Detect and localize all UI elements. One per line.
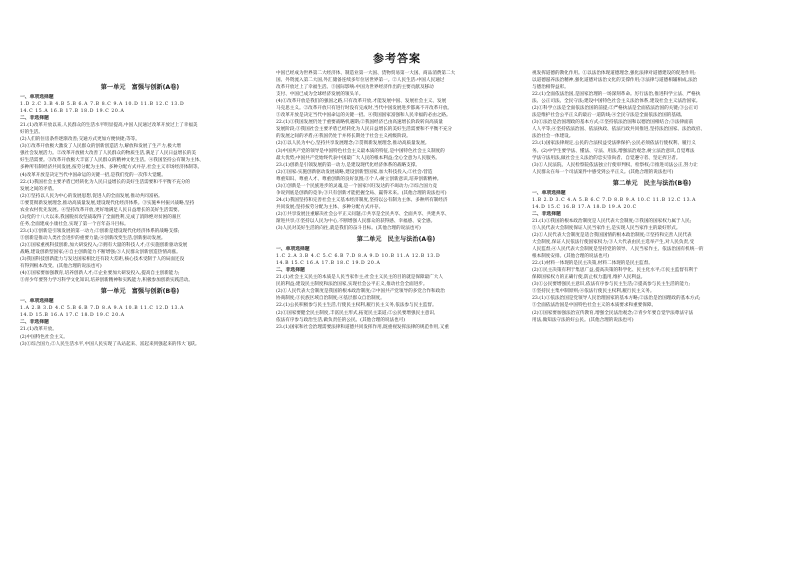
answer-text-line: 中国已经成为世界第二大经济体、制造业第一大国、货物贸易第一大国、商品消费第二大 (276, 71, 456, 76)
answer-text-line: (3)人民对美好生活的向往,就是我们的奋斗目标。(其他合理的说法也可) (276, 226, 421, 232)
answer-text-line: 23.(1)①创新是引领发展的第一动力;②创新是建设现代化经济体系的战略支撑; (20, 228, 180, 234)
answer-text-line: 21.(1)①我国的根本政治制度是人民代表大会制度;②我国的国家权力属于人民; (532, 218, 692, 224)
answer-text-line: (2)①人民代表大会制度是我国的根本政治制度;②中国共产党领导的多党合作和政治 (276, 289, 445, 295)
answer-column-2 (276, 70, 516, 558)
answer-text-line: ③坚持民主集中制原则;④依法行使民主权利,履行民主义务。 (532, 289, 655, 295)
answer-text-line: (3)①创新是一个民族进步的灵魂,是一个国家兴旺发达的不竭动力;②综合国力竞 (276, 183, 438, 189)
unit-heading: 第二单元 民主与法治(B卷) (612, 179, 692, 187)
answer-text-line: 用法,做知法守法的好公民。(其他合理的说法也可) (532, 317, 634, 323)
answer-key-line: 1.D 2.C 3.B 4.B 5.B 6.A 7.B 8.C 9.A 10.D 11.B 12.C 13.D (20, 102, 185, 108)
answer-key-line: 1.B 2.D 3.C 4.A 5.B 6.C 7.D 8.B 9.A 10.C 11.B 12.C 13.A (532, 197, 697, 203)
answer-text-line: (2)①科学立法是全面依法治国的前提;②严格执法是全面依法治国的关键;③公正司 (532, 106, 698, 112)
answer-text-line: 共同发展;坚持按劳分配为主体、多种分配方式并存。 (276, 204, 384, 210)
answer-text-line: 法是维护社会公平正义的最后一道防线;④全民守法是全面依法治国的基础。 (532, 113, 686, 119)
answer-text-line: 战略,建设创新型国家;④自主创新能力不断增强;⑤人民群众创新创造热情高涨。 (20, 250, 181, 256)
answer-text-line: 根本制度安排。(其他合理的说法也可) (532, 254, 610, 260)
answer-text-line: (2)①以人民为中心,坚持共享发展理念;②贯彻新发展理念,推动高质量发展。 (276, 141, 430, 147)
answer-text-line: ③全面依法治国是中国特色社会主义的本质要求和重要保障。 (532, 303, 657, 309)
answer-key-line: 1.C 2.A 3.B 4.C 5.C 6.B 7.D 8.A 9.D 10.B 11.A 12.B 13.D (276, 254, 441, 260)
answer-text-line: (3)①人民法院、人民检察院依法独立行使审判权、检察权;②推进司法公正,努力让 (532, 162, 698, 168)
answer-text-line: (2)①共享发展注重解决社会公平正义问题;②共享是全民共享、全面共享、共建共享、 (276, 211, 450, 217)
answer-text-line: 23.(1)①依法治国是党领导人民治理国家的基本方略;②法治是治国理政的基本方式; (532, 296, 701, 302)
answer-text-line: (3)党的十八大以来,我国脱贫攻坚战取得了全面胜利,完成了消除绝对贫困的艰巨 (20, 214, 182, 220)
answer-text-line: 人民群众在每一个司法案件中感受到公平正义。(其他合理的说法也可) (532, 169, 674, 175)
answer-text-line: ③人民代表大会制度保证人民当家作主,是实现人民当家作主的最好形式。 (532, 225, 681, 231)
answer-text-line: (2)人们的住房条件逐渐改善;交通方式更加方便快捷;等等。 (20, 137, 140, 143)
answer-text-line: 以道德滋养法治精神,强化道德对法治文化的支撑作用;③法律与道德相辅相成,法治 (532, 78, 698, 84)
answer-text-line: 有得到根本改变。(其他合理的说法也可) (20, 264, 102, 270)
answer-text-line: 好的生活。 (20, 130, 43, 136)
answer-text-line: 视发挥道德的教化作用。①以法治体现道德理念,强化法律对道德建设的促进作用; (532, 71, 696, 76)
answer-text-line: (3)①法治是治国理政的基本方式;②坚持依法治国和以德治国相结合;③法律面前 (532, 120, 694, 126)
answer-text-line: (3)我国科技创新能力与发达国家相比还有较大差距,核心技术受制于人的局面还没 (20, 257, 185, 263)
answer-text-line: 保障国家权力的正确行使,防止权力滥用,维护人民利益。 (532, 275, 646, 281)
answer-text-line: 人人平等;④坚持依法治国、依法执政、依法行政共同推进,坚持法治国家、法治政府、 (532, 127, 705, 133)
answer-text-line: 尊重知识、尊重人才、尊重创新的良好氛围;③个人:树立创新意识,培养创新精神。 (276, 176, 442, 182)
answer-text-line: 最大优势;中国共产党始终代表中国最广大人民的根本利益;全心全意为人民服务。 (276, 155, 440, 161)
answer-text-line: 23.(1)国家和社会治理需要法律和道德共同发挥作用,既重视发挥法律的规范作用,又重 (276, 324, 449, 330)
answer-text-line: 民的利益;建设民主制度和法治国家,实现社会公平正义,推动社会全面进步。 (276, 282, 428, 288)
unit-heading: 第一单元 富强与创新(B卷) (100, 288, 180, 296)
answer-text-line: (2)中国特色社会主义。 (20, 334, 68, 340)
answer-text-line: (3)①综合国力;②人民生活水平,中国人民实现了从站起来、富起来到强起来的伟大飞跃。 (20, 341, 200, 347)
answer-text-line: 好生活需要。③改革开放极大丰富了人民群众的精神文化生活。④我国坚持公有制为主体、 (20, 158, 204, 164)
answer-text-line: 学法守法用法,做社会主义法治的忠实崇尚者、自觉遵守者、坚定捍卫者。 (532, 155, 681, 161)
answer-text-line: (3)①公民要增强民主意识,依法有序参与民主生活;②提高参与民主生活的能力; (532, 282, 691, 288)
answer-text-line: 23.(1)创新是引领发展的第一动力,是建设现代化经济体系的战略支撑。 (276, 162, 420, 168)
section-heading: 一、单项选择题 (20, 299, 54, 305)
answer-text-line: 马克思主义。②改革开放只有进行时没有完成时,当代中国发展进步都离不开改革开放。 (276, 106, 453, 112)
answer-text-line: 务。(2)中学生要学法、懂法、守法、用法,增强法治观念,树立法治意识,自觉尊法 (532, 148, 695, 154)
answer-text-line: 任务,全面建成小康社会,实现了第一个百年奋斗目标。 (20, 221, 129, 227)
answer-text-line: (2)①国家重视科技创新,加大研发投入;②拥有大量的科技人才;③实施创新驱动发展 (20, 242, 188, 248)
answer-text-line: 多种所有制经济共同发展,按劳分配为主体、多种分配方式并存,社会主义市场经济体制等。 (20, 165, 203, 171)
answer-key-line: 14.B 15.C 16.A 17.B 18.C 19.D 20.A (276, 261, 381, 267)
answer-text-line: 21.(1)改革开放以来,人民群众的生活水平明显提高,中国人民通过改革开放过上了幸福美 (20, 123, 198, 129)
answer-text-line: (2)①坚持以人民为中心的发展思想,促进人的全面发展,推动共同富裕。 (20, 193, 163, 199)
page-title: 参考答案 (373, 52, 421, 65)
answer-text-line: (4)改革开放是决定当代中国命运的关键一招,是我们党的一次伟大觉醒。 (20, 172, 166, 178)
answer-text-line: 渐进共享;③坚持以人民为中心,不断增强人民群众的获得感、幸福感、安全感。 (276, 218, 436, 224)
answer-text-line: ③青少年要努力学习科学文化知识,培养创新精神和实践能力,积极参加创新实践活动。 (20, 278, 193, 284)
answer-text-line: 国、外资流入第二大国,外汇储备连续多年位居世界第一。②人民生活:中国人民通过 (276, 78, 445, 84)
answer-text-line: 22.(1)我国社会主要矛盾已经转化为人民日益增长的美好生活需要和不平衡不充分的 (20, 179, 191, 185)
answer-text-line: 法、公正司法、全民守法;建设中国特色社会主义法治体系,建设社会主义法治国家。 (532, 99, 701, 105)
answer-text-line: (4)①改革开放是我们的强国之路,只有改革开放,才能发展中国、发展社会主义、发展 (276, 99, 447, 105)
answer-text-line: (3)中国共产党的领导是中国特色社会主义最本质的特征,是中国特色社会主义制度的 (276, 148, 445, 154)
unit-heading: 第二单元 民主与法治(A卷) (356, 236, 436, 244)
answer-column-1 (20, 80, 260, 558)
answer-text-line: (4)①国家要加强教育,培养创新人才;②企业要加大研发投入,提高自主创新能力; (20, 271, 180, 277)
answer-text-line: 22.(1)全面依法治国,是国家治理的一场深刻革命。厉行法治,推进科学立法、严格执 (532, 92, 701, 98)
section-heading: 二、非选择题 (20, 116, 49, 122)
answer-text-line: 支付、中国已成为全球经济发展的领头羊。 (276, 92, 364, 98)
section-heading: 二、非选择题 (276, 268, 305, 274)
answer-text-line: 22.(1)公民积极参与民主生活,行使民主权利,履行民主义务,依法参与民主监督。 (276, 303, 437, 309)
answer-text-line: 21.(1)改革开放。 (20, 327, 57, 333)
answer-text-line: (3)①改革开放极大激发了人民群众的创新创造活力,解放和发展了生产力,极大增 (20, 144, 182, 150)
section-heading: 一、单项选择题 (20, 95, 54, 100)
answer-text-line: 农业农村优先发展。④坚持改革开放,更好地满足人民日益增长的美好生活需要。 (20, 207, 183, 213)
answer-text-line: (2)①人民代表大会制度是适合我国国情的根本政治制度;②坚持和完善人民代表 (532, 232, 692, 238)
answer-text-line: 24.(1)我国坚持和完善社会主义基本经济制度,坚持以公有制为主体、多种所有制经济 (276, 197, 448, 203)
answer-text-line: 法治社会一体建设。 (532, 134, 574, 140)
answer-text-line: (2)①国家要加强法治宣传教育,增强全民法治观念;②青少年要自觉学法尊法守法 (532, 310, 694, 316)
section-heading: 二、非选择题 (20, 320, 49, 326)
answer-text-line: 依法有序参与政治生活,做负责任的公民。(其他合理的说法也可) (276, 317, 406, 323)
unit-heading: 第一单元 富强与创新(A卷) (100, 84, 180, 91)
answer-text-line: 争说到底是创新的竞争;③只有创新才能把握全局、赢得未来。(其他合理的说法也可) (276, 190, 447, 196)
section-heading: 二、非选择题 (532, 211, 561, 217)
answer-text-line: 与德治相得益彰。 (532, 85, 569, 91)
answer-text-line: 改革开放过上了幸福生活。③国际影响:中国为世界经济作出的主要贡献及移动 (276, 85, 434, 91)
answer-column-3 (532, 70, 772, 558)
answer-text-line: 22.(1)①我国发展仍处于重要战略机遇期;②我国经济已由高速增长阶段转向高质量 (276, 120, 443, 126)
answer-text-line: ③创新是推动人类社会进步的重要力量;④创新改变生活,创新驱动发展。 (20, 235, 166, 241)
answer-key-line: 14.D 15.B 16.A 17.C 18.D 19.C 20.A (20, 313, 125, 319)
section-heading: 一、单项选择题 (532, 190, 566, 196)
answer-text-line: 22.(1)材料一体现的是民主决策,材料二体现的是民主监督。 (532, 261, 653, 267)
answer-text-line: 大会制度,保证人民依法行使国家权力;③人大代表由民主选举产生,对人民负责,受 (532, 240, 695, 246)
answer-text-line: 强社会发展活力。②改革开放极大改善了人民群众的物质生活,满足了人民日益增长的美 (20, 151, 197, 157)
answer-text-line: (2)①国家要健全民主制度,丰富民主形式,拓宽民主渠道;②公民要增强民主意识, (276, 310, 436, 316)
answer-key-line: 1.A 2.B 3.D 4.C 5.B 6.B 7.D 8.A 9.A 10.B 11.C 12.D 13.A (20, 306, 185, 312)
answer-text-line: ③改革开放是决定当代中国命运的关键一招。④我国国家富强和人民幸福的必由之路。 (276, 113, 451, 119)
answer-text-line: ②要贯彻新发展理念,推动高质量发展,建设现代化经济体系。③实施乡村振兴战略,坚持 (20, 200, 195, 206)
answer-key-line: 14.C 15.A 16.B 17.B 18.D 19.C 20.A (20, 109, 125, 115)
section-heading: 一、单项选择题 (276, 247, 310, 253)
answer-text-line: 21.(1)社会主义民主的本质是人民当家作主;社会主义民主的目的就是保障最广大人 (276, 275, 443, 281)
answer-text-line: 23.(1)国家法律规定,公民的合法权益受法律保护;公民必须依法行使权利、履行义 (532, 141, 696, 147)
answer-text-line: 发展阶段;③我国社会主要矛盾已经转化为人民日益增长的美好生活需要和不平衡不充分 (276, 127, 453, 133)
answer-text-line: 发展之间的矛盾。 (20, 186, 57, 192)
answer-text-line: (2)①国家:实施创新驱动发展战略,建设创新型国家,加大科技投入;②社会:营造 (276, 169, 433, 175)
answer-text-line: 的发展之间的矛盾;④我国仍处于并将长期处于社会主义初级阶段。 (276, 134, 411, 140)
answer-key-line: 14.D 15.C 16.B 17.A 18.D 19.A 20.C (532, 204, 637, 210)
answer-text-line: 协商制度;③民族区域自治制度;④基层群众自治制度。 (276, 296, 385, 302)
answer-text-line: (2)①民主决策有利于集思广益,提高决策的科学化、民主化水平;②民主监督有利于 (532, 268, 698, 274)
answer-text-line: 人民监督;④人民代表大会制度是坚持党的领导、人民当家作主、依法治国有机统一的 (532, 247, 704, 253)
